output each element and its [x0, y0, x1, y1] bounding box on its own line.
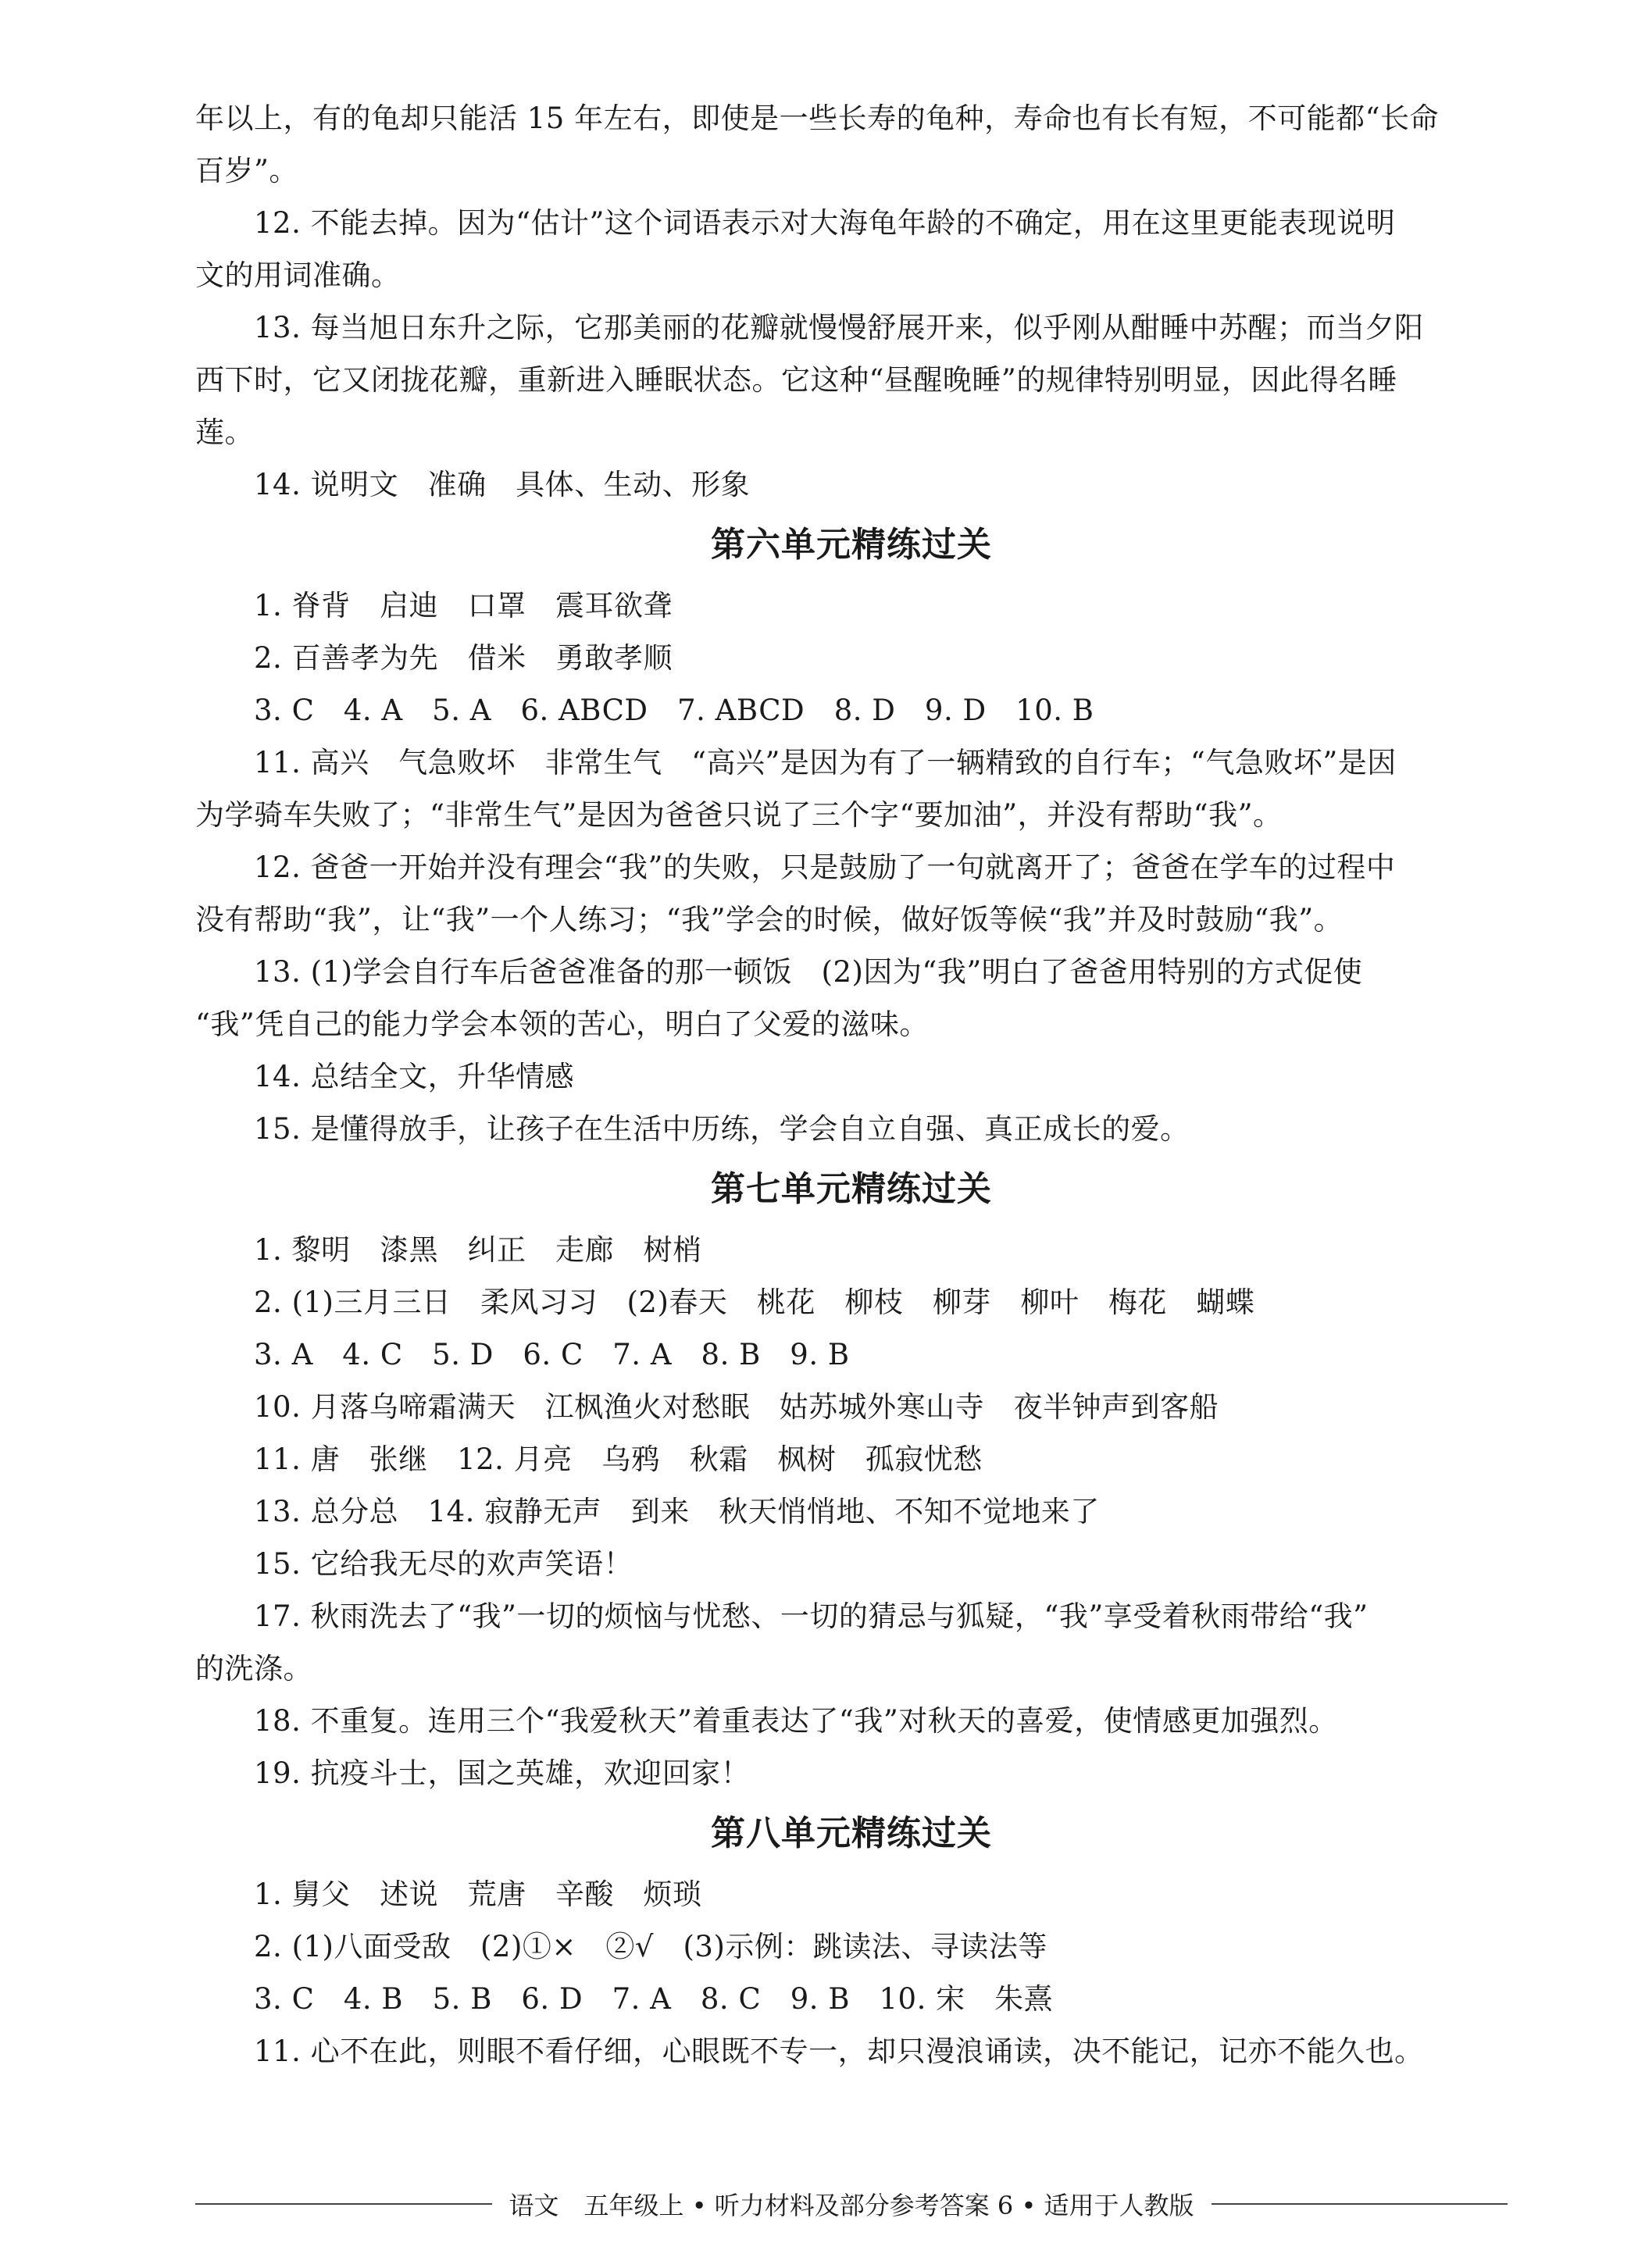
unit5-answers-continued — [195, 92, 1508, 511]
unit8-answers — [195, 1868, 1508, 2077]
answer-line: 的洗涤。 — [195, 1652, 312, 1685]
answer-line: 14. 总结全文，升华情感 — [254, 1060, 575, 1093]
answer-line: 10. 月落乌啼霜满天 江枫渔火对愁眠 姑苏城外寒山寺 夜半钟声到客船 — [254, 1390, 1219, 1424]
page-footer — [195, 2184, 1508, 2223]
answer-line: 11. 唐 张继 12. 月亮 乌鸦 秋霜 枫树 孤寂忧愁 — [254, 1442, 983, 1476]
answer-line: 年以上，有的龟却只能活 15 年左右，即使是一些长寿的龟种，寿命也有长有短，不可能都“长命 — [195, 102, 1440, 135]
answer-line: 11. 心不在此，则眼不看仔细，心眼既不专一，却只漫浪诵读，决不能记，记亦不能久也。 — [254, 2034, 1424, 2068]
answer-line: 莲。 — [195, 415, 254, 449]
answer-line: 2. (1)三月三日 柔风习习 (2)春天 桃花 柳枝 柳芽 柳叶 梅花 蝴蝶 — [254, 1286, 1255, 1319]
unit6-heading: 第六单元精练过关 — [711, 525, 992, 565]
answer-line: 3. C 4. B 5. B 6. D 7. A 8. C 9. B 10. 宋 朱熹 — [254, 1982, 1054, 2016]
footer-rule-right — [1212, 2203, 1508, 2205]
unit7-heading: 第七单元精练过关 — [711, 1169, 992, 1209]
unit6-answers — [195, 579, 1508, 1155]
answer-line: 1. 舅父 述说 荒唐 辛酸 烦琐 — [254, 1878, 702, 1911]
answer-line: 3. A 4. C 5. D 6. C 7. A 8. B 9. B — [254, 1338, 850, 1371]
answer-line: 13. 总分总 14. 寂静无声 到来 秋天悄悄地、不知不觉地来了 — [254, 1495, 1100, 1528]
answer-line: 百岁”。 — [195, 154, 298, 187]
answer-line: 12. 不能去掉。因为“估计”这个词语表示对大海龟年龄的不确定，用在这里更能表现说明 — [254, 206, 1396, 240]
footer-rule-left — [195, 2203, 492, 2205]
answer-line: 1. 脊背 启迪 口罩 震耳欲聋 — [254, 589, 673, 622]
answer-line: 14. 说明文 准确 具体、生动、形象 — [254, 468, 751, 501]
answer-line: 2. (1)八面受敌 (2)①× ②√ (3)示例：跳读法、寻读法等 — [254, 1930, 1047, 1963]
footer-text: 语文 五年级上 • 听力材料及部分参考答案 6 • 适用于人教版 — [509, 2191, 1194, 2220]
answer-line: 文的用词准确。 — [195, 259, 401, 292]
answer-line: 18. 不重复。连用三个“我爱秋天”着重表达了“我”对秋天的喜爱，使情感更加强烈。 — [254, 1704, 1338, 1738]
answer-line: 12. 爸爸一开始并没有理会“我”的失败，只是鼓励了一句就离开了；爸爸在学车的过程中 — [254, 850, 1396, 884]
unit7-answers — [195, 1224, 1508, 1799]
answer-line: 15. 它给我无尽的欢声笑语！ — [254, 1547, 633, 1581]
answer-line: 17. 秋雨洗去了“我”一切的烦恼与忧愁、一切的猜忌与狐疑，“我”享受着秋雨带给“我” — [254, 1599, 1369, 1633]
answer-line: 1. 黎明 漆黑 纠正 走廊 树梢 — [254, 1233, 702, 1267]
answer-line: 没有帮助“我”，让“我”一个人练习；“我”学会的时候，做好饭等候“我”并及时鼓励“我”。 — [195, 903, 1344, 936]
answer-line: 13. (1)学会自行车后爸爸准备的那一顿饭 (2)因为“我”明白了爸爸用特别的方式促使 — [254, 955, 1363, 989]
answer-line: 为学骑车失败了；“非常生气”是因为爸爸只说了三个字“要加油”，并没有帮助“我”。 — [195, 798, 1283, 832]
answer-content — [195, 92, 1508, 2077]
answer-line: 3. C 4. A 5. A 6. ABCD 7. ABCD 8. D 9. D 10. B — [254, 694, 1094, 727]
answer-line: 2. 百善孝为先 借米 勇敢孝顺 — [254, 641, 673, 675]
answer-line: 11. 高兴 气急败坏 非常生气 “高兴”是因为有了一辆精致的自行车；“气急败坏”是因 — [254, 746, 1397, 779]
answer-line: 15. 是懂得放手，让孩子在生活中历练，学会自立自强、真正成长的爱。 — [254, 1112, 1190, 1146]
answer-line: 13. 每当旭日东升之际，它那美丽的花瓣就慢慢舒展开来，似乎刚从酣睡中苏醒；而当夕阳 — [254, 311, 1424, 344]
answer-line: 19. 抗疫斗士，国之英雄，欢迎回家！ — [254, 1756, 751, 1790]
answer-line: 西下时，它又闭拢花瓣，重新进入睡眠状态。它这种“昼醒晚睡”的规律特别明显，因此得名睡 — [195, 363, 1397, 397]
answer-line: “我”凭自己的能力学会本领的苦心，明白了父爱的滋味。 — [195, 1007, 929, 1041]
unit8-heading: 第八单元精练过关 — [711, 1813, 992, 1853]
